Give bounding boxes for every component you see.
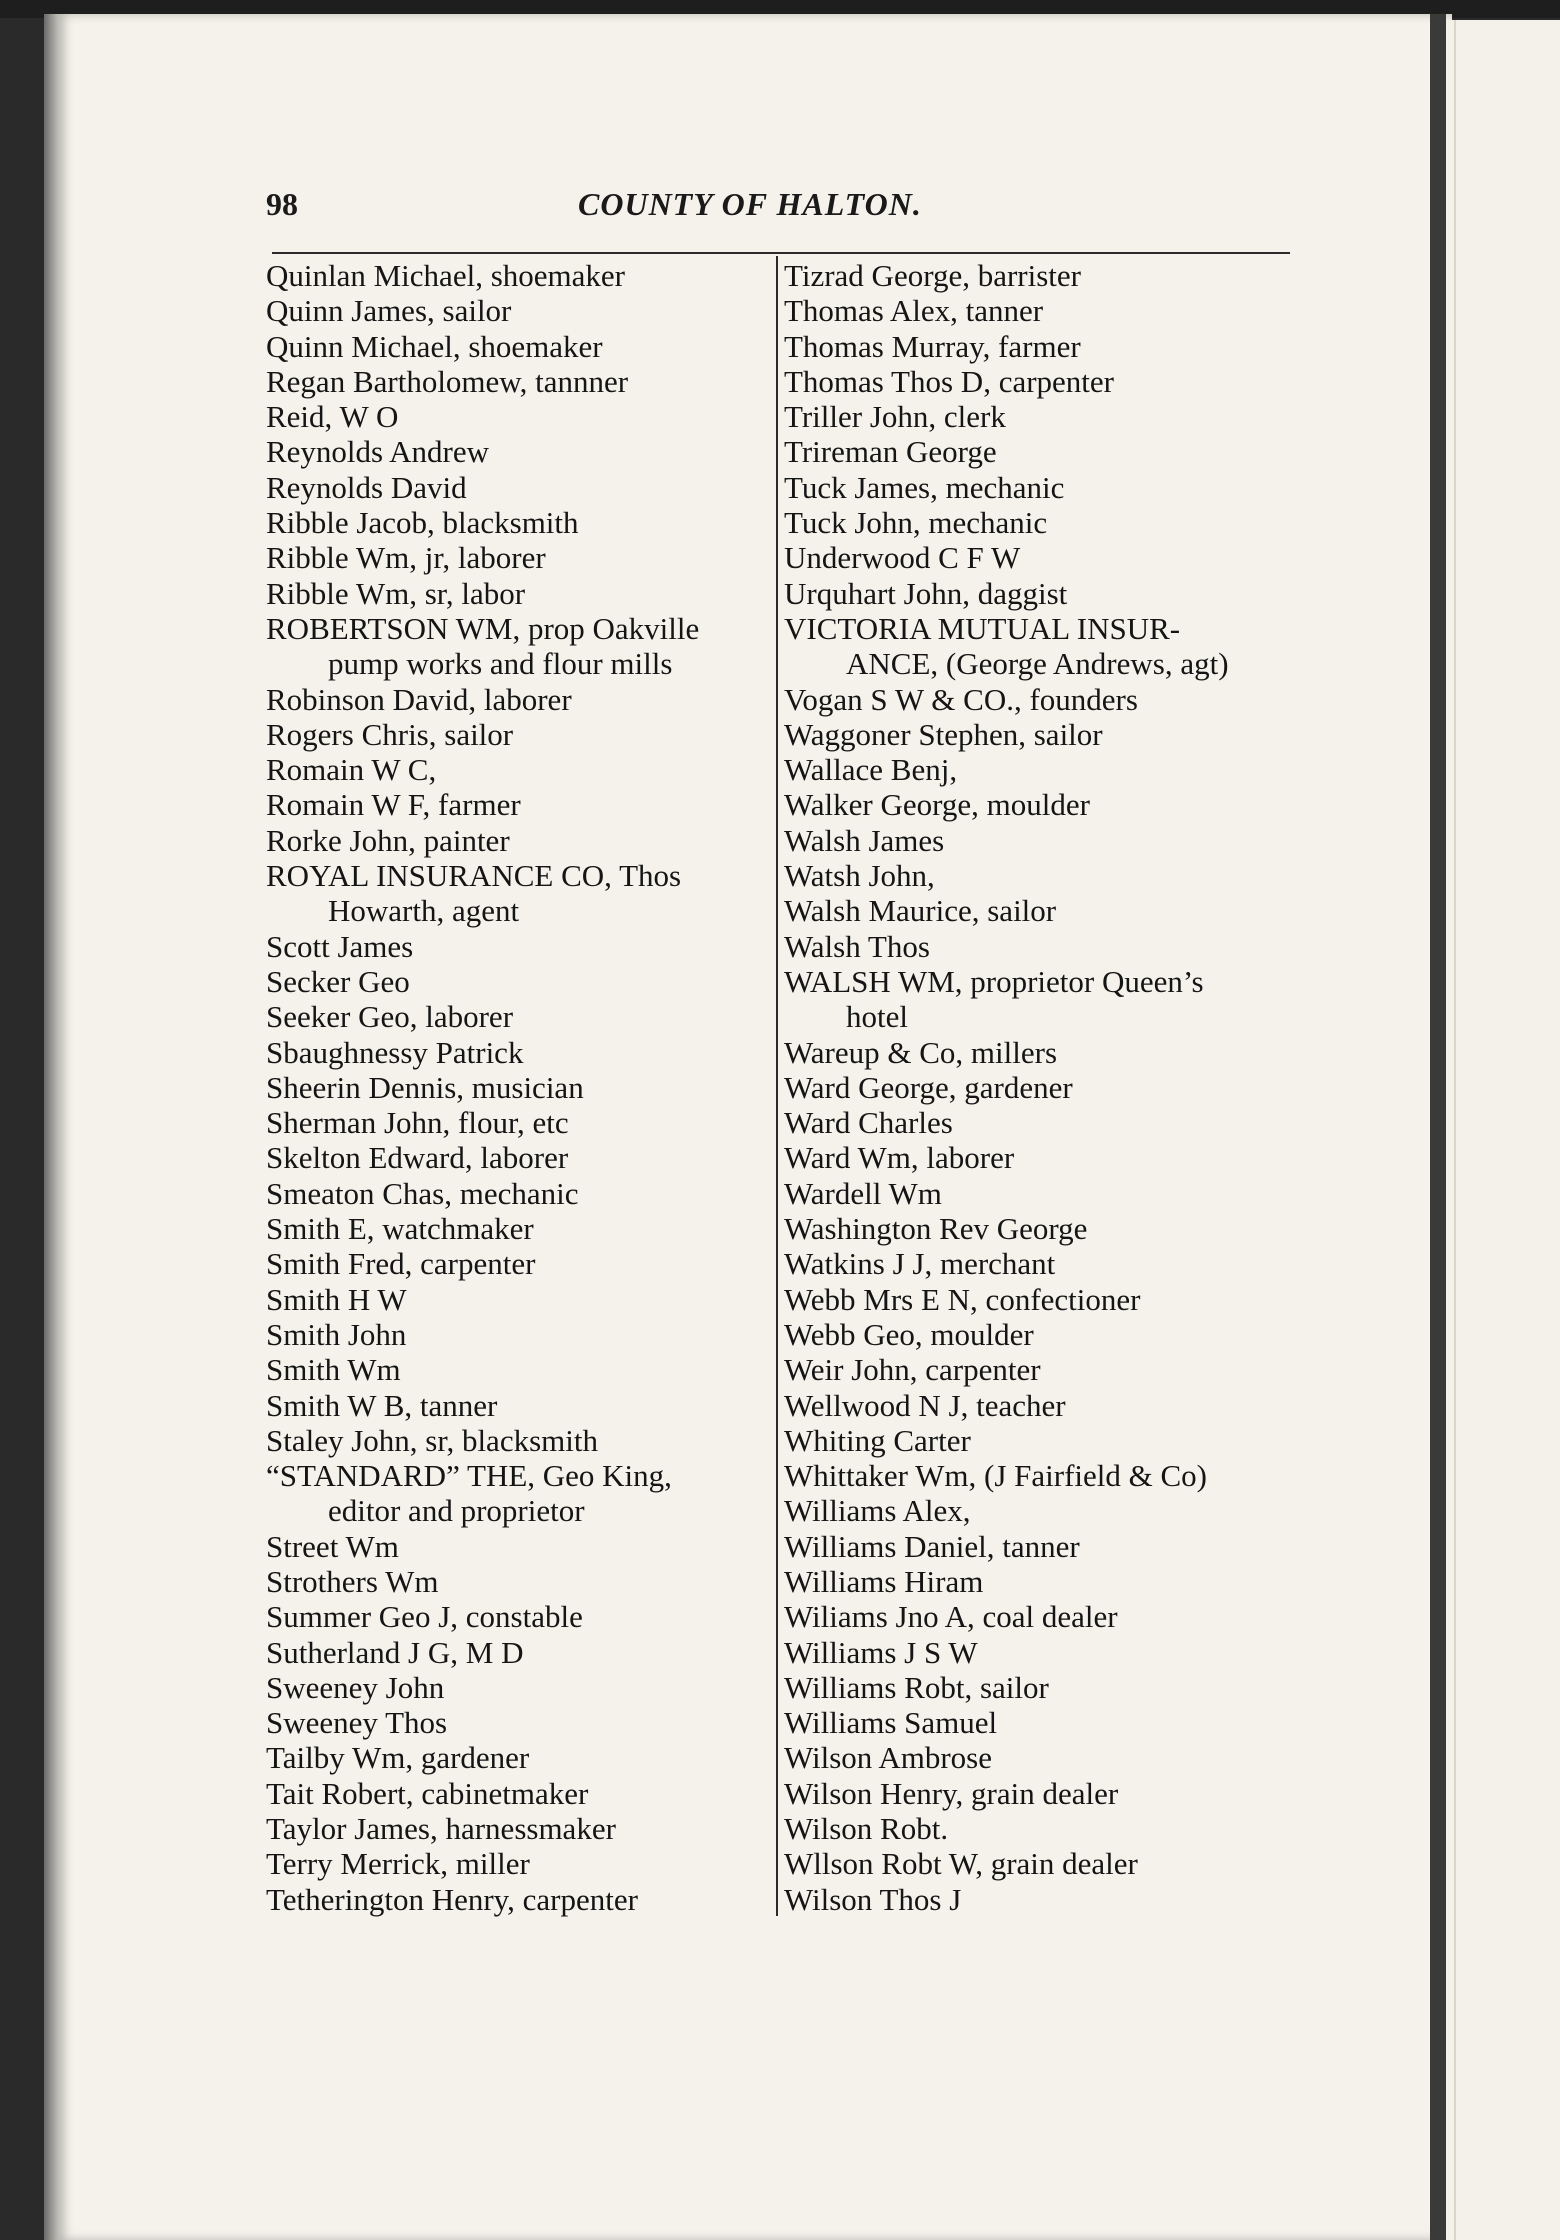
entry-line: Quinn Michael, shoemaker xyxy=(266,328,603,364)
entry-line: Wiliams Jno A, coal dealer xyxy=(784,1599,1118,1635)
directory-entry xyxy=(784,1776,1294,1811)
entry-line: Smith John xyxy=(266,1316,407,1352)
directory-entry xyxy=(266,1140,766,1175)
entry-line: Williams Daniel, tanner xyxy=(784,1528,1080,1564)
entry-line: Wilson Ambrose xyxy=(784,1740,992,1776)
directory-entry xyxy=(266,470,766,505)
directory-entry xyxy=(266,540,766,575)
entry-line: ROYAL INSURANCE CO, Thos xyxy=(266,858,682,894)
directory-entry xyxy=(784,893,1294,928)
entry-line: Williams Alex, xyxy=(784,1493,971,1529)
page-header xyxy=(266,186,1286,236)
directory-entry xyxy=(784,1105,1294,1140)
entry-line: Wareup & Co, millers xyxy=(784,1034,1058,1070)
entry-line: Robinson David, laborer xyxy=(266,681,572,717)
directory-entry xyxy=(266,329,766,364)
directory-entry xyxy=(784,1423,1294,1458)
directory-entry xyxy=(266,1211,766,1246)
entry-line: Ward Charles xyxy=(784,1105,953,1141)
directory-entry xyxy=(784,823,1294,858)
entry-line: Williams Hiram xyxy=(784,1563,984,1599)
directory-entry xyxy=(784,1140,1294,1175)
entry-line: Walsh Thos xyxy=(784,928,930,964)
entry-line: Seeker Geo, laborer xyxy=(266,999,514,1035)
directory-entry xyxy=(784,576,1294,611)
entry-line: ROBERTSON WM, prop Oakville xyxy=(266,610,700,646)
directory-entry xyxy=(266,1388,766,1423)
directory-entry xyxy=(266,1529,766,1564)
directory-entry xyxy=(784,1211,1294,1246)
directory-entry xyxy=(784,1493,1294,1528)
directory-entry xyxy=(266,1846,766,1881)
entry-line: Romain W F, farmer xyxy=(266,787,521,823)
directory-entry xyxy=(784,752,1294,787)
entry-line: Tetherington Henry, carpenter xyxy=(266,1881,638,1917)
entry-line: Ward Wm, laborer xyxy=(784,1140,1015,1176)
directory-entry xyxy=(784,1035,1294,1070)
entry-line: Reynolds David xyxy=(266,469,467,505)
directory-entry xyxy=(266,1352,766,1387)
entry-line: Staley John, sr, blacksmith xyxy=(266,1422,598,1458)
directory-entry xyxy=(266,1776,766,1811)
directory-entry xyxy=(784,1070,1294,1105)
directory-entry xyxy=(266,1458,766,1529)
entry-line: Whiting Carter xyxy=(784,1422,971,1458)
directory-entry xyxy=(266,929,766,964)
entry-line: Thomas Murray, farmer xyxy=(784,328,1081,364)
entry-line: Rogers Chris, sailor xyxy=(266,716,514,752)
directory-entry xyxy=(784,1564,1294,1599)
entry-line: Smith Fred, carpenter xyxy=(266,1246,536,1282)
entry-line: Tuck John, mechanic xyxy=(784,505,1048,541)
directory-entry xyxy=(784,1599,1294,1634)
entry-continuation-line: pump works and flour mills xyxy=(328,646,673,682)
entry-line: Underwood C F W xyxy=(784,540,1021,576)
directory-entry xyxy=(784,1458,1294,1493)
entry-line: Walsh Maurice, sailor xyxy=(784,893,1057,929)
entry-line: Strothers Wm xyxy=(266,1563,439,1599)
entry-line: Webb Mrs E N, confectioner xyxy=(784,1281,1141,1317)
entry-line: WALSH WM, proprietor Queen’s xyxy=(784,963,1204,999)
entry-continuation-line: editor and proprietor xyxy=(328,1493,585,1529)
entry-line: Triller John, clerk xyxy=(784,399,1006,435)
entry-line: Secker Geo xyxy=(266,963,410,999)
column-divider xyxy=(776,256,778,1916)
right-gutter xyxy=(1430,14,1446,2240)
entry-line: Tait Robert, cabinetmaker xyxy=(266,1775,589,1811)
directory-entry xyxy=(784,1811,1294,1846)
entry-line: Walsh James xyxy=(784,822,945,858)
directory-entry xyxy=(784,470,1294,505)
entry-line: Williams Robt, sailor xyxy=(784,1669,1049,1705)
entry-line: “STANDARD” THE, Geo King, xyxy=(266,1458,672,1494)
directory-entry xyxy=(266,505,766,540)
entry-line: Waggoner Stephen, sailor xyxy=(784,716,1103,752)
directory-entry xyxy=(784,1882,1294,1917)
right-column xyxy=(784,258,1294,1917)
entry-line: Thomas Thos D, carpenter xyxy=(784,363,1114,399)
entry-line: Sutherland J G, M D xyxy=(266,1634,524,1670)
entry-line: Sweeney Thos xyxy=(266,1705,448,1741)
entry-line: Washington Rev George xyxy=(784,1211,1088,1247)
header-rule xyxy=(272,252,1290,254)
directory-entry xyxy=(266,999,766,1034)
entry-line: Regan Bartholomew, tannner xyxy=(266,363,629,399)
directory-entry xyxy=(784,1246,1294,1281)
directory-entry xyxy=(784,717,1294,752)
entry-line: Walker George, moulder xyxy=(784,787,1090,823)
directory-entry xyxy=(784,293,1294,328)
entry-line: Summer Geo J, constable xyxy=(266,1599,583,1635)
directory-entry xyxy=(266,752,766,787)
entry-line: Wellwood N J, teacher xyxy=(784,1387,1066,1423)
directory-entry xyxy=(784,434,1294,469)
directory-entry xyxy=(784,1352,1294,1387)
entry-line: Sbaughnessy Patrick xyxy=(266,1034,524,1070)
entry-line: Wilson Thos J xyxy=(784,1881,962,1917)
directory-entry xyxy=(266,1882,766,1917)
entry-line: Scott James xyxy=(266,928,414,964)
entry-continuation-line: ANCE, (George Andrews, agt) xyxy=(846,646,1229,682)
entry-line: Webb Geo, moulder xyxy=(784,1316,1034,1352)
facing-page-edge xyxy=(1446,20,1560,2240)
directory-entry xyxy=(784,929,1294,964)
entry-line: Vogan S W & CO., founders xyxy=(784,681,1138,717)
entry-line: Ribble Wm, sr, labor xyxy=(266,575,526,611)
directory-entry xyxy=(266,293,766,328)
entry-line: Reynolds Andrew xyxy=(266,434,490,470)
directory-entry xyxy=(784,1635,1294,1670)
facing-page-rule xyxy=(1454,20,1456,2240)
entry-line: Street Wm xyxy=(266,1528,399,1564)
entry-line: Sherman John, flour, etc xyxy=(266,1105,569,1141)
entry-line: Wilson Robt. xyxy=(784,1811,949,1847)
directory-entry xyxy=(784,964,1294,1035)
entry-line: Wilson Henry, grain dealer xyxy=(784,1775,1119,1811)
entry-line: Smith H W xyxy=(266,1281,407,1317)
directory-entry xyxy=(266,682,766,717)
directory-entry xyxy=(266,1317,766,1352)
left-column xyxy=(266,258,766,1917)
entry-line: Quinlan Michael, shoemaker xyxy=(266,258,625,293)
directory-entry xyxy=(784,1740,1294,1775)
entry-line: Watsh John, xyxy=(784,858,935,894)
directory-entry xyxy=(266,1705,766,1740)
directory-entry xyxy=(266,1035,766,1070)
page-number: 98 xyxy=(266,186,298,222)
entry-line: Watkins J J, merchant xyxy=(784,1246,1056,1282)
entry-line: Reid, W O xyxy=(266,399,399,435)
entry-continuation-line: hotel xyxy=(846,999,908,1035)
directory-entry xyxy=(266,787,766,822)
entry-line: Weir John, carpenter xyxy=(784,1352,1041,1388)
directory-entry xyxy=(266,258,766,293)
directory-entry xyxy=(784,1529,1294,1564)
directory-entry xyxy=(784,505,1294,540)
entry-line: Ribble Jacob, blacksmith xyxy=(266,505,579,541)
directory-entry xyxy=(784,1282,1294,1317)
directory-entry xyxy=(784,329,1294,364)
directory-entry xyxy=(784,258,1294,293)
directory-entry xyxy=(266,1105,766,1140)
entry-line: Williams Samuel xyxy=(784,1705,998,1741)
directory-entry xyxy=(266,434,766,469)
directory-entry xyxy=(784,787,1294,822)
entry-line: Quinn James, sailor xyxy=(266,293,512,329)
entry-line: Smith Wm xyxy=(266,1352,401,1388)
directory-entry xyxy=(784,1670,1294,1705)
entry-line: Smith W B, tanner xyxy=(266,1387,498,1423)
entry-line: Rorke John, painter xyxy=(266,822,510,858)
directory-entry xyxy=(266,1740,766,1775)
directory-entry xyxy=(784,1846,1294,1881)
entry-line: Smeaton Chas, mechanic xyxy=(266,1175,579,1211)
directory-entry xyxy=(784,1176,1294,1211)
directory-entry xyxy=(266,1599,766,1634)
entry-continuation-line: Howarth, agent xyxy=(328,893,520,929)
directory-entry xyxy=(266,1282,766,1317)
directory-entry xyxy=(784,858,1294,893)
entry-line: Trireman George xyxy=(784,434,997,470)
directory-entry xyxy=(266,964,766,999)
entry-line: Sheerin Dennis, musician xyxy=(266,1069,584,1105)
entry-line: Urquhart John, daggist xyxy=(784,575,1068,611)
entry-line: Williams J S W xyxy=(784,1634,978,1670)
directory-entry xyxy=(266,823,766,858)
directory-entry xyxy=(784,399,1294,434)
directory-entry xyxy=(784,682,1294,717)
entry-line: Romain W C, xyxy=(266,752,437,788)
entry-line: Sweeney John xyxy=(266,1669,445,1705)
directory-entry xyxy=(266,1423,766,1458)
running-title: COUNTY OF HALTON. xyxy=(578,186,922,222)
entry-line: Smith E, watchmaker xyxy=(266,1211,534,1247)
directory-entry xyxy=(266,364,766,399)
directory-entry xyxy=(266,858,766,929)
directory-entry xyxy=(266,399,766,434)
directory-entry xyxy=(784,364,1294,399)
entry-line: Wllson Robt W, grain dealer xyxy=(784,1846,1138,1882)
directory-entry xyxy=(266,1246,766,1281)
directory-entry xyxy=(784,1705,1294,1740)
directory-entry xyxy=(266,1811,766,1846)
directory-entry xyxy=(784,611,1294,682)
directory-entry xyxy=(266,1564,766,1599)
directory-entry xyxy=(266,1176,766,1211)
directory-entry xyxy=(266,576,766,611)
directory-entry xyxy=(784,540,1294,575)
entry-line: Thomas Alex, tanner xyxy=(784,293,1044,329)
directory-entry xyxy=(266,1635,766,1670)
entry-line: Tailby Wm, gardener xyxy=(266,1740,530,1776)
directory-entry xyxy=(266,717,766,752)
entry-line: Ribble Wm, jr, laborer xyxy=(266,540,546,576)
entry-line: Skelton Edward, laborer xyxy=(266,1140,569,1176)
entry-line: Tuck James, mechanic xyxy=(784,469,1065,505)
entry-line: Ward George, gardener xyxy=(784,1069,1073,1105)
entry-line: Wallace Benj, xyxy=(784,752,958,788)
directory-entry xyxy=(784,1388,1294,1423)
directory-entry xyxy=(266,1670,766,1705)
entry-line: Terry Merrick, miller xyxy=(266,1846,530,1882)
entry-line: VICTORIA MUTUAL INSUR- xyxy=(784,610,1181,646)
directory-entry xyxy=(266,611,766,682)
entry-line: Whittaker Wm, (J Fairfield & Co) xyxy=(784,1458,1207,1494)
entry-line: Taylor James, harnessmaker xyxy=(266,1811,616,1847)
directory-entry xyxy=(784,1317,1294,1352)
entry-line: Wardell Wm xyxy=(784,1175,942,1211)
directory-entry xyxy=(266,1070,766,1105)
entry-line: Tizrad George, barrister xyxy=(784,258,1081,293)
